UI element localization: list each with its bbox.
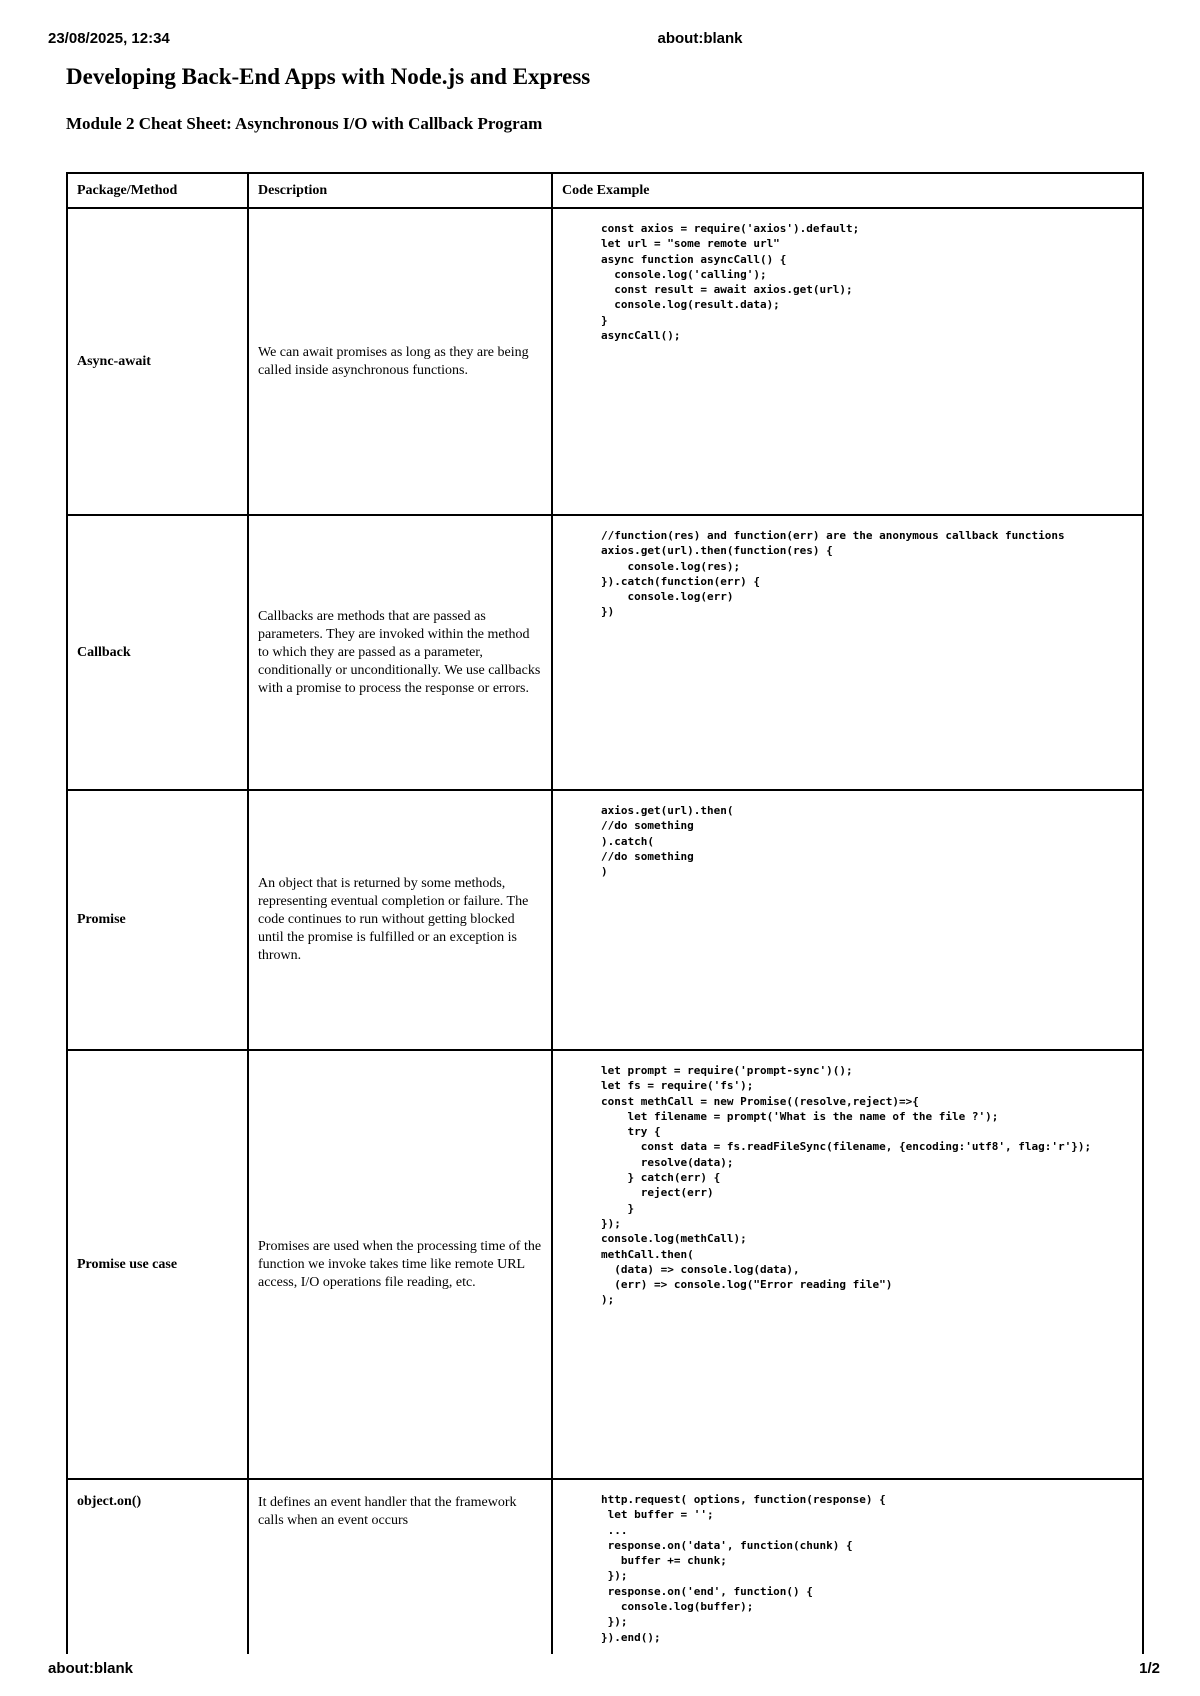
- column-header-package: Package/Method: [77, 183, 178, 198]
- description-text: An object that is returned by some methods, representing eventual completion or failure. The code continues to run without getting blocked until the promise is fulfilled or an exception is thrown.: [258, 876, 529, 963]
- print-footer-url: about:blank: [48, 1660, 133, 1677]
- description-text: We can await promises as long as they are being called inside asynchronous functions.: [258, 344, 529, 378]
- row-async-await-name: Async-await: [77, 353, 151, 369]
- row-object-on-name: object.on(): [77, 1494, 142, 1509]
- description-text: It defines an event handler that the framework calls when an event occurs: [258, 1495, 517, 1528]
- print-header-url: about:blank: [657, 30, 743, 47]
- page-subtitle: Module 2 Cheat Sheet: Asynchronous I/O with Callback Program: [66, 114, 543, 133]
- row-promise-use-case-description: [249, 1051, 551, 1478]
- row-callback-description: [249, 516, 551, 789]
- page-number: 1/2: [1139, 1660, 1160, 1677]
- row-promise-code: axios.get(url).then( //do something ).catch( //do something ): [601, 804, 734, 879]
- row-promise-use-case-code: let prompt = require('prompt-sync')(); let fs = require('fs'); const methCall = new Promise((resolve,reject)=>{ let filename = prompt('What is the name of the file ?'); try { const data = fs.readFileSync(filename, {encoding:'utf8', flag:'r'}); resolve(data); } catch(err) { reject(err) } }); console.log(methCall); methCall.then( (data) => console.log(data), (err) => console.log("Error reading file") );: [601, 1064, 1092, 1307]
- row-promise-use-case-name: Promise use case: [77, 1256, 178, 1272]
- print-datetime: 23/08/2025, 12:34: [48, 30, 170, 47]
- row-promise-name: Promise: [77, 912, 126, 927]
- row-callback-name: Callback: [77, 644, 131, 660]
- column-header-description: Description: [258, 183, 328, 198]
- row-async-await-code: const axios = require('axios').default; let url = "some remote url" async function asyncCall() { console.log('calling'); const result = await axios.get(url); console.log(result.data); } asyncCall();: [601, 222, 860, 343]
- table-border: [1142, 172, 1144, 1654]
- row-object-on-code: http.request( options, function(response) { let buffer = ''; ... response.on('data', function(chunk) { buffer += chunk; }); response.on('end', function() { console.log(buffer); }); }).end();: [601, 1493, 886, 1644]
- column-header-code: Code Example: [562, 183, 650, 198]
- row-callback-code: //function(res) and function(err) are the anonymous callback functions axios.get(url).then(function(res) { console.log(res); }).catch(function(err) { console.log(err) }): [601, 529, 1065, 619]
- cheat-sheet-table: [66, 172, 1144, 1654]
- row-promise-description: [249, 791, 551, 1049]
- page-title: Developing Back-End Apps with Node.js and Express: [66, 64, 591, 89]
- description-text: Callbacks are methods that are passed as parameters. They are invoked within the method to which they are passed as a parameter, conditionally or unconditionally. We use callbacks with a promise to process the response or errors.: [258, 608, 541, 696]
- row-async-await-description: [249, 209, 551, 514]
- description-text: Promises are used when the processing time of the function we invoke takes time like remote URL access, I/O operations file reading, etc.: [258, 1238, 542, 1290]
- row-object-on-description: [249, 1480, 551, 1654]
